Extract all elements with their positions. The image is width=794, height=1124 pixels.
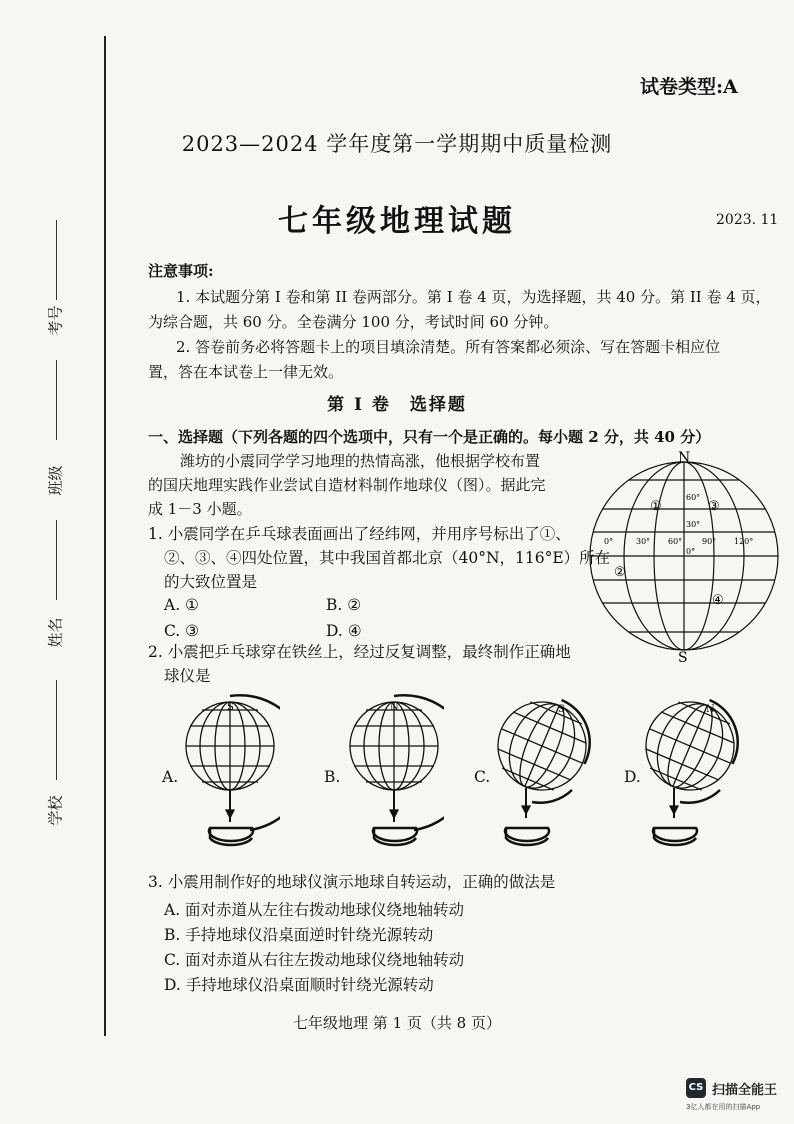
q1-option-b[interactable]: B. ② (326, 596, 362, 614)
q1-line-2: ②、③、④四处位置，其中我国首都北京（40°N，116°E）所在 (164, 549, 611, 567)
note-2-line-1: 2. 答卷前务必将答题卡上的项目填涂清楚。所有答案都必须涂、写在答题卡相应位 (176, 338, 721, 356)
q2-option-c[interactable]: C. (474, 768, 491, 786)
part-heading: 一、选择题（下列各题的四个选项中，只有一个是正确的。每小题 2 分，共 40 分） (148, 428, 711, 446)
section-title: 第 I 卷 选择题 (327, 395, 467, 415)
point-3-label: ③ (708, 499, 720, 514)
exam-type: 试卷类型:A (640, 76, 738, 98)
intro-line-1: 潍坊的小震同学学习地理的热情高涨，他根据学校布置 (180, 452, 541, 470)
scanner-name: 扫描全能王 (712, 1083, 778, 1098)
page-title: 七年级地理试题 (278, 204, 516, 239)
graticule-globe-figure (584, 448, 784, 664)
point-4-label: ④ (712, 593, 724, 608)
school-year: 2023—2024 学年度第一学期期中质量检测 (181, 132, 613, 156)
q3-option-d[interactable]: D. 手持地球仪沿桌面顺时针绕光源转动 (164, 976, 434, 994)
lon-label: 60° (668, 537, 683, 546)
exam-date: 2023. 11 (716, 212, 779, 228)
lat-label: 60° (686, 493, 701, 502)
q2-option-d[interactable]: D. (624, 768, 641, 786)
q1-option-a[interactable]: A. ① (164, 596, 199, 614)
q1-line-1: 1. 小震同学在乒乓球表面画出了经纬网，并用序号标出了①、 (148, 525, 571, 543)
exam-number-label: 考号 (46, 305, 65, 336)
q2-b-pole-label: N (390, 702, 399, 713)
scanner-logo-icon: CS (686, 1078, 706, 1098)
north-label: N (678, 450, 691, 466)
q3-option-c[interactable]: C. 面对赤道从右往左拨动地球仪绕地轴转动 (164, 951, 465, 969)
globe-option-a (180, 690, 280, 860)
q1-line-3: 的大致位置是 (164, 573, 258, 591)
lat-label: 0° (686, 547, 696, 556)
lon-label: 0° (604, 537, 614, 546)
page-footer: 七年级地理 第 1 页（共 8 页） (293, 1014, 501, 1032)
q2-d-pole-label: N (706, 704, 715, 715)
note-1-line-1: 1. 本试题分第 I 卷和第 II 卷两部分。第 I 卷 4 页，为选择题，共 40 分。第 II 卷 4 页， (176, 288, 771, 306)
name-label: 姓名 (46, 617, 65, 648)
intro-line-2: 的国庆地理实践作业尝试自造材料制作地球仪（图）。据此完 (148, 476, 546, 494)
q3-option-b[interactable]: B. 手持地球仪沿桌面逆时针绕光源转动 (164, 926, 434, 944)
q2-a-pole-label: S (227, 702, 234, 713)
q2-option-a[interactable]: A. (162, 768, 179, 786)
q3-option-a[interactable]: A. 面对赤道从左往右拨动地球仪绕地轴转动 (164, 901, 465, 919)
school-label: 学校 (46, 795, 65, 826)
note-1-line-2: 为综合题，共 60 分。全卷满分 100 分，考试时间 60 分钟。 (148, 313, 559, 331)
q1-option-d[interactable]: D. ④ (326, 622, 362, 640)
name-blank (56, 520, 57, 600)
lat-label: 30° (686, 520, 701, 529)
q1-option-c[interactable]: C. ③ (164, 622, 200, 640)
scanner-tagline: 3亿人都在用的扫描App (686, 1103, 761, 1111)
q2-c-pole-label: S (558, 704, 565, 715)
globe-option-c (492, 690, 592, 860)
school-blank (56, 680, 57, 780)
q2-option-b[interactable]: B. (324, 768, 341, 786)
lon-label: 30° (636, 537, 651, 546)
globe-option-d (640, 690, 740, 860)
class-label: 班级 (46, 465, 65, 496)
note-2-line-2: 置，答在本试卷上一律无效。 (148, 363, 344, 381)
binding-line (104, 36, 106, 1036)
notes-heading: 注意事项: (148, 262, 214, 280)
q3-stem: 3. 小震用制作好的地球仪演示地球自转运动，正确的做法是 (148, 873, 556, 891)
point-2-label: ② (614, 565, 626, 580)
lon-label: 90° (702, 537, 717, 546)
globe-option-b (344, 690, 444, 860)
lon-label: 120° (734, 537, 754, 546)
q2-line-2: 球仪是 (164, 667, 211, 685)
point-1-label: ① (650, 499, 662, 514)
south-label: S (678, 650, 688, 664)
q2-line-1: 2. 小震把乒乓球穿在铁丝上，经过反复调整，最终制作正确地 (148, 643, 571, 661)
intro-line-3: 成 1－3 小题。 (148, 500, 252, 518)
